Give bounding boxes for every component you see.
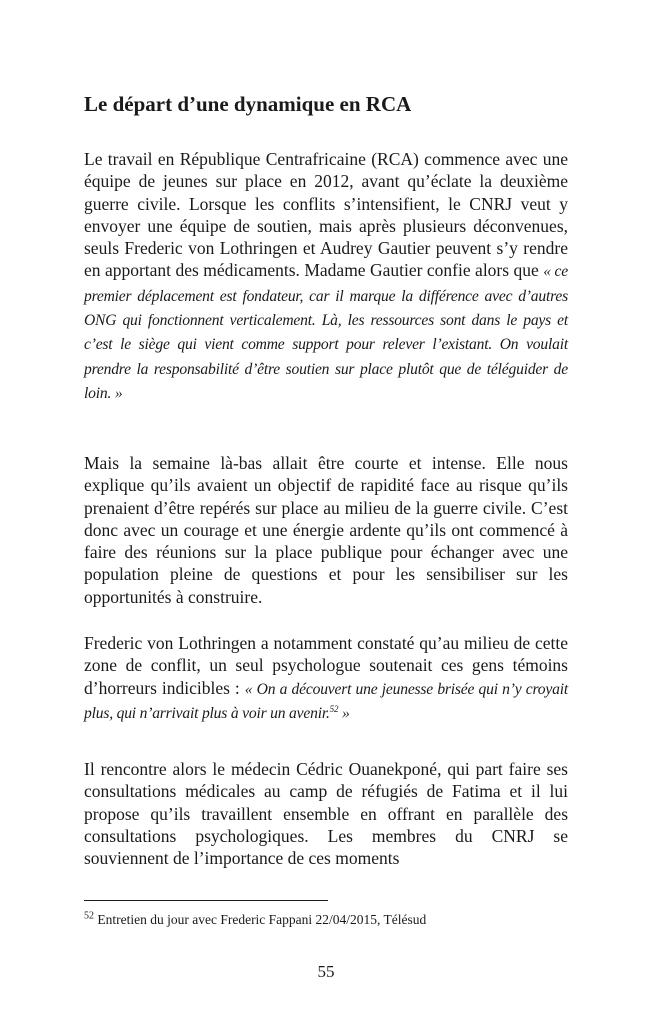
section-heading: Le départ d’une dynamique en RCA [84,92,412,116]
page-number: 55 [317,962,335,981]
footnote-divider [84,900,328,901]
paragraph-psychologist [84,632,568,725]
paragraph-text: Le travail en République Centrafricaine (RCA) commence avec une équipe de jeunes sur place en 2012, avant qu’éclate la deuxième guerre civile. Lorsque les conflits s’intensifient, le CNRJ veut y envoyer une équipe de soutien, mais après plusieurs déconvenues, seuls Frederic von Lothringen et Audrey Gautier peuvent s’y rendre en apportant des médicaments. Madame Gautier confie alors que [84,149,568,281]
quote-closing: » [338,704,350,722]
footnote-number: 52 [84,910,94,922]
paragraph-rca-beginnings [84,148,568,405]
footnote-text: Entretien du jour avec Frederic Fappani 22/04/2015, Télésud [94,912,427,927]
footnote-reference[interactable]: 52 [329,703,339,714]
paragraph-doctor-meeting: Il rencontre alors le médecin Cédric Ouanekponé, qui part faire ses consultations médicales au camp de réfugiés de Fatima et il lui propose qu’ils travaillent ensemble en offrant en parallèle des consultations psychologiques. Les membres du CNRJ se souviennent de l’importance de ces moments [84,759,568,869]
footnote [84,911,568,929]
quote-text: « On a découvert une jeunesse brisée qui n’y croyait plus, qui n’arrivait plus à voir un avenir. [84,680,568,722]
paragraph-short-week: Mais la semaine là-bas allait être courte et intense. Elle nous explique qu’ils avaient un objectif de rapidité face au risque qu’ils prenaient d’être repérés sur place au milieu de la guerre civile. C’est donc avec un courage et une énergie ardente qu’ils ont commencé à faire des réunions sur la place publique pour échanger avec une population pleine de questions et pour les sensibiliser sur les opportunités à construire. [84,453,568,607]
gautier-quote: « ce premier déplacement est fondateur, car il marque la différence avec d’autres ONG qui fonctionnent verticalement. Là, les ressources sont dans le pays et c’est le siège qui vient comme support pour relever l’existant. On voulait prendre la responsabilité d’être soutien sur place plutôt que de téléguider de loin. » [84,263,568,402]
paragraph-text: Frederic von Lothringen a notamment constaté qu’au milieu de cette zone de conflit, un seul psychologue soutenait ces gens témoins d’horreurs indicibles : [84,633,568,698]
